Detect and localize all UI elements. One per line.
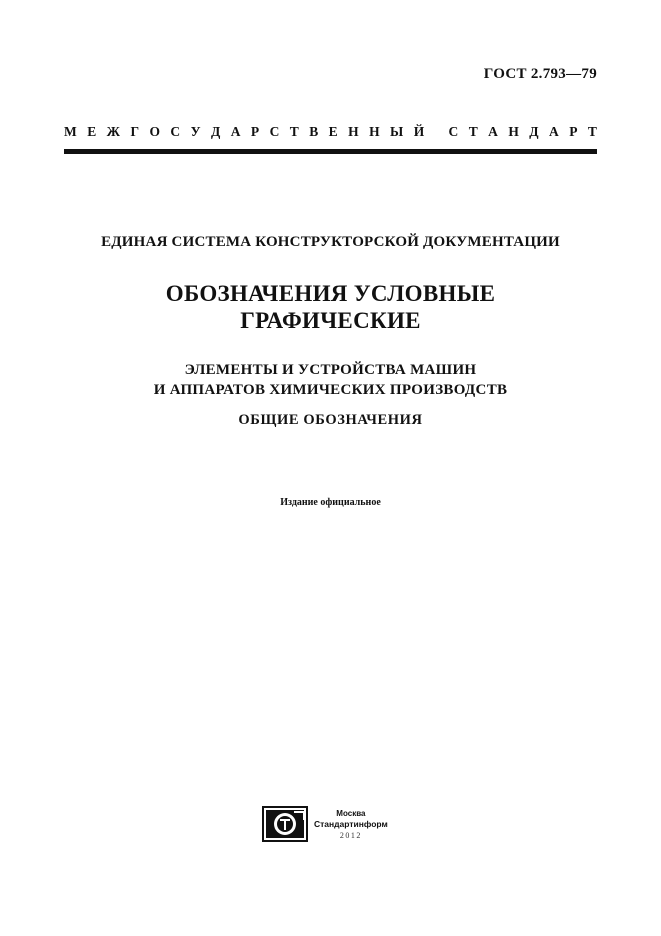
main-title-line-2: ГРАФИЧЕСКИЕ — [240, 308, 421, 333]
heading-letter: Т — [587, 124, 597, 139]
heading-letter: Р — [250, 124, 260, 139]
heading-letter: С — [448, 124, 459, 139]
heading-letter: Н — [348, 124, 359, 139]
heading-letter: Н — [508, 124, 519, 139]
heading-letter: Т — [289, 124, 299, 139]
heading-letter: Т — [468, 124, 478, 139]
heading-letter: У — [190, 124, 201, 139]
heading-letter: Е — [87, 124, 97, 139]
heading-letter: Д — [529, 124, 539, 139]
heading-letter: С — [170, 124, 181, 139]
system-title: ЕДИНАЯ СИСТЕМА КОНСТРУКТОРСКОЙ ДОКУМЕНТАЦИИ — [101, 234, 560, 250]
official-edition-label: Издание официальное — [280, 497, 381, 508]
heading-letter: Д — [210, 124, 221, 139]
subtitle — [0, 360, 661, 400]
heading-letter: С — [269, 124, 280, 139]
heading-letter: М — [64, 124, 77, 139]
heading-letter: О — [149, 124, 160, 139]
document-number: ГОСТ 2.793—79 — [483, 66, 597, 82]
heading-letter: А — [488, 124, 498, 139]
heading-letter: Ж — [106, 124, 120, 139]
publisher-city: Москва — [336, 808, 366, 818]
heading-letter: А — [549, 124, 559, 139]
standartinform-logo-icon — [262, 806, 308, 842]
general-designations: ОБЩИЕ ОБОЗНАЧЕНИЯ — [238, 412, 423, 428]
publisher-block — [262, 806, 388, 842]
heading-letter: А — [230, 124, 241, 139]
subtitle-line-2: И АППАРАТОВ ХИМИЧЕСКИХ ПРОИЗВОДСТВ — [153, 382, 508, 398]
main-title — [0, 280, 661, 334]
heading-gap — [435, 124, 438, 140]
publication-year: 2012 — [339, 830, 362, 840]
heading-letter: В — [309, 124, 319, 139]
heading-letter: Ы — [390, 124, 404, 139]
heading-letter: Е — [328, 124, 338, 139]
heading-letter: Н — [369, 124, 380, 139]
interstate-standard-heading — [64, 124, 597, 140]
publisher-text — [314, 808, 388, 841]
header-rule — [64, 149, 597, 154]
publisher-name: Стандартинформ — [314, 818, 388, 829]
heading-letter: Й — [413, 124, 425, 139]
heading-letter: Г — [130, 124, 140, 139]
subtitle-line-1: ЭЛЕМЕНТЫ И УСТРОЙСТВА МАШИН — [184, 362, 477, 378]
main-title-line-1: ОБОЗНАЧЕНИЯ УСЛОВНЫЕ — [165, 281, 496, 306]
heading-letter: Р — [569, 124, 578, 139]
